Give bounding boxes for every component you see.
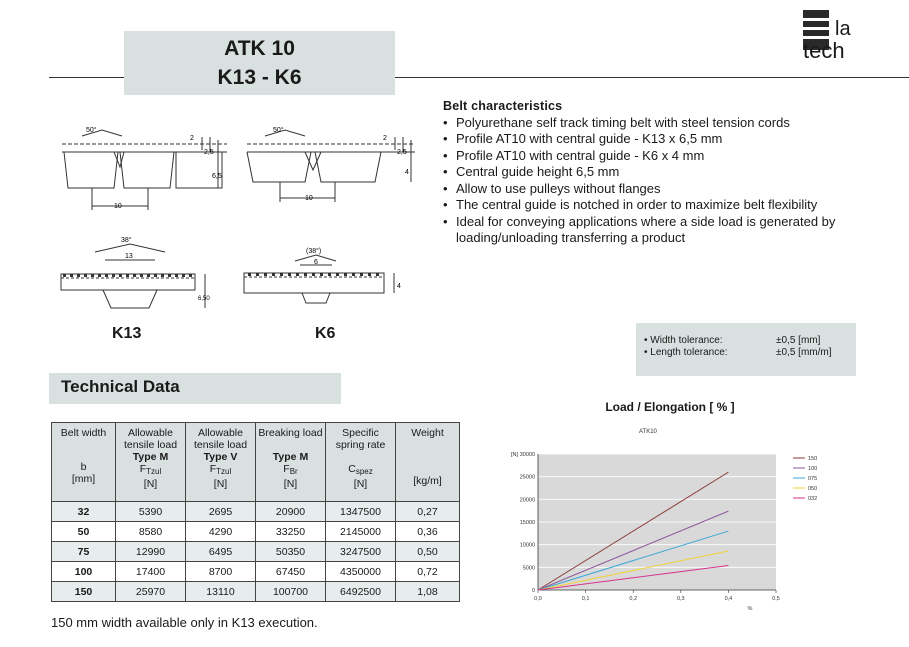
logo-text-top: la bbox=[835, 18, 851, 40]
header-text: [kg/m] bbox=[413, 475, 442, 487]
header-subscript: Tzul bbox=[146, 467, 162, 476]
width-tolerance-value: ±0,5 [mm] bbox=[776, 335, 821, 346]
angle-50-label: 50° bbox=[273, 127, 284, 134]
page-title bbox=[124, 31, 395, 95]
dim-2-label: 2 bbox=[190, 135, 194, 142]
header-text: tensile load bbox=[193, 439, 248, 451]
cell-allowable-v: 13110 bbox=[186, 582, 256, 602]
col-allowable-v bbox=[186, 423, 256, 502]
dim-13-label: 13 bbox=[125, 253, 133, 260]
cell-spring-rate: 2145000 bbox=[326, 522, 396, 542]
x-tick-label: 0,0 bbox=[534, 596, 542, 602]
x-tick-label: 0,1 bbox=[581, 596, 590, 602]
title-line-1: ATK 10 bbox=[224, 37, 295, 60]
logo bbox=[803, 10, 857, 62]
list-item: • Central guide height 6,5 mm bbox=[443, 164, 863, 181]
table-row bbox=[52, 542, 460, 562]
table-row bbox=[52, 582, 460, 602]
length-tolerance-value: ±0,5 [mm/m] bbox=[776, 347, 832, 358]
cell-allowable-v: 4290 bbox=[186, 522, 256, 542]
list-item: • Polyurethane self track timing belt with steel tension cords bbox=[443, 115, 863, 132]
header-subscript: Tzul bbox=[216, 467, 232, 476]
y-tick-label: 30000 bbox=[519, 452, 535, 458]
cell-belt-width: 75 bbox=[52, 542, 116, 562]
cell-breaking-load: 33250 bbox=[256, 522, 326, 542]
list-item: • Ideal for conveying applications where a side load is generated by bbox=[443, 214, 863, 231]
technical-data-table bbox=[51, 422, 460, 602]
belt-characteristics bbox=[443, 98, 863, 247]
cell-allowable-m: 5390 bbox=[116, 502, 186, 522]
dim-65-label: 6,5 bbox=[212, 173, 222, 180]
header-text: b bbox=[80, 461, 87, 473]
logo-stripe bbox=[803, 18, 829, 21]
dim-10-label: 10 bbox=[114, 203, 122, 210]
cell-belt-width: 50 bbox=[52, 522, 116, 542]
tolerance-box bbox=[636, 323, 856, 376]
cell-belt-width: 100 bbox=[52, 562, 116, 582]
header-text: [N] bbox=[283, 478, 298, 490]
width-tolerance-label: • Width tolerance: bbox=[644, 335, 723, 346]
table-header-row bbox=[52, 423, 460, 502]
list-item: • Allow to use pulleys without flanges bbox=[443, 181, 863, 198]
y-tick-label: 10000 bbox=[519, 542, 535, 549]
header-text: Allowable bbox=[198, 427, 243, 439]
y-tick-label: 20000 bbox=[519, 497, 535, 504]
x-tick-label: 0,3 bbox=[676, 596, 685, 602]
logo-text-bottom: tech bbox=[803, 38, 845, 63]
width-tolerance-row bbox=[644, 335, 856, 347]
header-text: [N] bbox=[143, 478, 158, 490]
legend-label-150: 150 bbox=[808, 456, 818, 462]
x-axis-label: % bbox=[747, 606, 753, 612]
k13-label: K13 bbox=[112, 325, 142, 342]
dim-25-label: 2,5 bbox=[204, 149, 214, 156]
header-symbol: F bbox=[139, 463, 147, 475]
col-belt-width bbox=[52, 423, 116, 502]
cell-spring-rate: 6492500 bbox=[326, 582, 396, 602]
x-tick-label: 0,5 bbox=[772, 596, 780, 602]
length-tolerance-label: • Length tolerance: bbox=[644, 347, 728, 358]
y-tick-label: 0 bbox=[531, 588, 535, 594]
header-text: [mm] bbox=[71, 473, 96, 485]
y-axis-label: [N] bbox=[511, 452, 519, 458]
k6-label: K6 bbox=[315, 325, 336, 342]
cell-weight: 0,36 bbox=[396, 522, 460, 542]
header-text: Type M bbox=[132, 451, 169, 463]
header-symbol: F bbox=[209, 463, 217, 475]
dim-650-label: 6,50 bbox=[198, 296, 210, 302]
table-row bbox=[52, 522, 460, 542]
cell-allowable-v: 8700 bbox=[186, 562, 256, 582]
cell-weight: 0,50 bbox=[396, 542, 460, 562]
list-item: • The central guide is notched in order to maximize belt flexibility bbox=[443, 197, 863, 214]
cell-allowable-m: 12990 bbox=[116, 542, 186, 562]
k6-profile-diagram bbox=[245, 122, 425, 212]
dim-6-label: 6 bbox=[314, 259, 318, 266]
width-note: 150 mm width available only in K13 execution. bbox=[51, 615, 318, 630]
dim-25-label: 2,5 bbox=[397, 149, 407, 156]
col-breaking-load bbox=[256, 423, 326, 502]
angle-50-label: 50° bbox=[86, 127, 97, 134]
load-elongation-chart bbox=[500, 420, 830, 615]
col-spring-rate bbox=[326, 423, 396, 502]
k13-profile-diagram bbox=[52, 122, 232, 212]
length-tolerance-row bbox=[644, 347, 856, 359]
cell-spring-rate: 3247500 bbox=[326, 542, 396, 562]
header-text: Type V bbox=[203, 451, 238, 463]
header-subscript: spez bbox=[355, 467, 373, 476]
k13-side-diagram bbox=[55, 232, 220, 312]
cell-breaking-load: 67450 bbox=[256, 562, 326, 582]
angle-38-label: 38° bbox=[121, 237, 132, 244]
characteristics-list bbox=[443, 115, 863, 247]
chart-title: Load / Elongation [ % ] bbox=[605, 400, 735, 414]
header-text: Belt width bbox=[60, 427, 107, 439]
cell-allowable-m: 25970 bbox=[116, 582, 186, 602]
header-text: Weight bbox=[411, 427, 444, 439]
legend-label-075: 075 bbox=[808, 476, 818, 482]
logo-stripe bbox=[803, 27, 829, 30]
cell-breaking-load: 100700 bbox=[256, 582, 326, 602]
col-allowable-m bbox=[116, 423, 186, 502]
list-item: • Profile AT10 with central guide - K13 x 6,5 mm bbox=[443, 131, 863, 148]
cell-allowable-v: 2695 bbox=[186, 502, 256, 522]
cell-allowable-m: 17400 bbox=[116, 562, 186, 582]
angle-38p-label: (38°) bbox=[306, 248, 322, 255]
dim-4-label: 4 bbox=[397, 283, 401, 290]
cell-breaking-load: 20900 bbox=[256, 502, 326, 522]
table-row bbox=[52, 502, 460, 522]
k6-side-diagram bbox=[240, 243, 410, 313]
cell-spring-rate: 1347500 bbox=[326, 502, 396, 522]
x-tick-label: 0,2 bbox=[629, 596, 638, 602]
legend-label-050: 050 bbox=[808, 486, 818, 492]
header-text: Allowable bbox=[128, 427, 173, 439]
cell-allowable-m: 8580 bbox=[116, 522, 186, 542]
legend-label-032: 032 bbox=[808, 496, 818, 502]
x-tick-label: 0,4 bbox=[724, 596, 733, 602]
cell-belt-width: 150 bbox=[52, 582, 116, 602]
header-subscript: Br bbox=[289, 467, 298, 476]
cell-weight: 0,27 bbox=[396, 502, 460, 522]
cell-allowable-v: 6495 bbox=[186, 542, 256, 562]
header-symbol: F bbox=[283, 463, 290, 475]
y-tick-label: 5000 bbox=[522, 565, 535, 572]
list-item: loading/unloading transferring a product bbox=[456, 230, 686, 245]
header-text: [N] bbox=[353, 478, 368, 490]
header-text: [N] bbox=[213, 478, 228, 490]
technical-data-heading bbox=[49, 373, 341, 404]
table-row bbox=[52, 562, 460, 582]
characteristics-title: Belt characteristics bbox=[443, 99, 563, 113]
header-symbol: C bbox=[348, 463, 356, 475]
technical-data-title: Technical Data bbox=[61, 377, 180, 396]
legend-label-100: 100 bbox=[808, 466, 818, 472]
title-line-2: K13 - K6 bbox=[217, 66, 302, 89]
chart-subtitle: ATK10 bbox=[639, 429, 657, 435]
dim-2-label: 2 bbox=[383, 135, 387, 142]
cell-spring-rate: 4350000 bbox=[326, 562, 396, 582]
dim-4-label: 4 bbox=[405, 169, 409, 176]
header-text: spring rate bbox=[335, 439, 386, 451]
list-item: • Profile AT10 with central guide - K6 x 4 mm bbox=[443, 148, 863, 165]
header-text: Specific bbox=[342, 427, 379, 439]
y-tick-label: 15000 bbox=[519, 520, 535, 526]
cell-weight: 1,08 bbox=[396, 582, 460, 602]
y-tick-label: 25000 bbox=[519, 474, 535, 481]
header-text: tensile load bbox=[123, 439, 178, 451]
dim-10-label: 10 bbox=[305, 195, 313, 202]
col-weight bbox=[396, 423, 460, 502]
cell-belt-width: 32 bbox=[52, 502, 116, 522]
cell-weight: 0,72 bbox=[396, 562, 460, 582]
header-text: Breaking load bbox=[258, 427, 323, 439]
header-text: Type M bbox=[272, 451, 309, 463]
cell-breaking-load: 50350 bbox=[256, 542, 326, 562]
